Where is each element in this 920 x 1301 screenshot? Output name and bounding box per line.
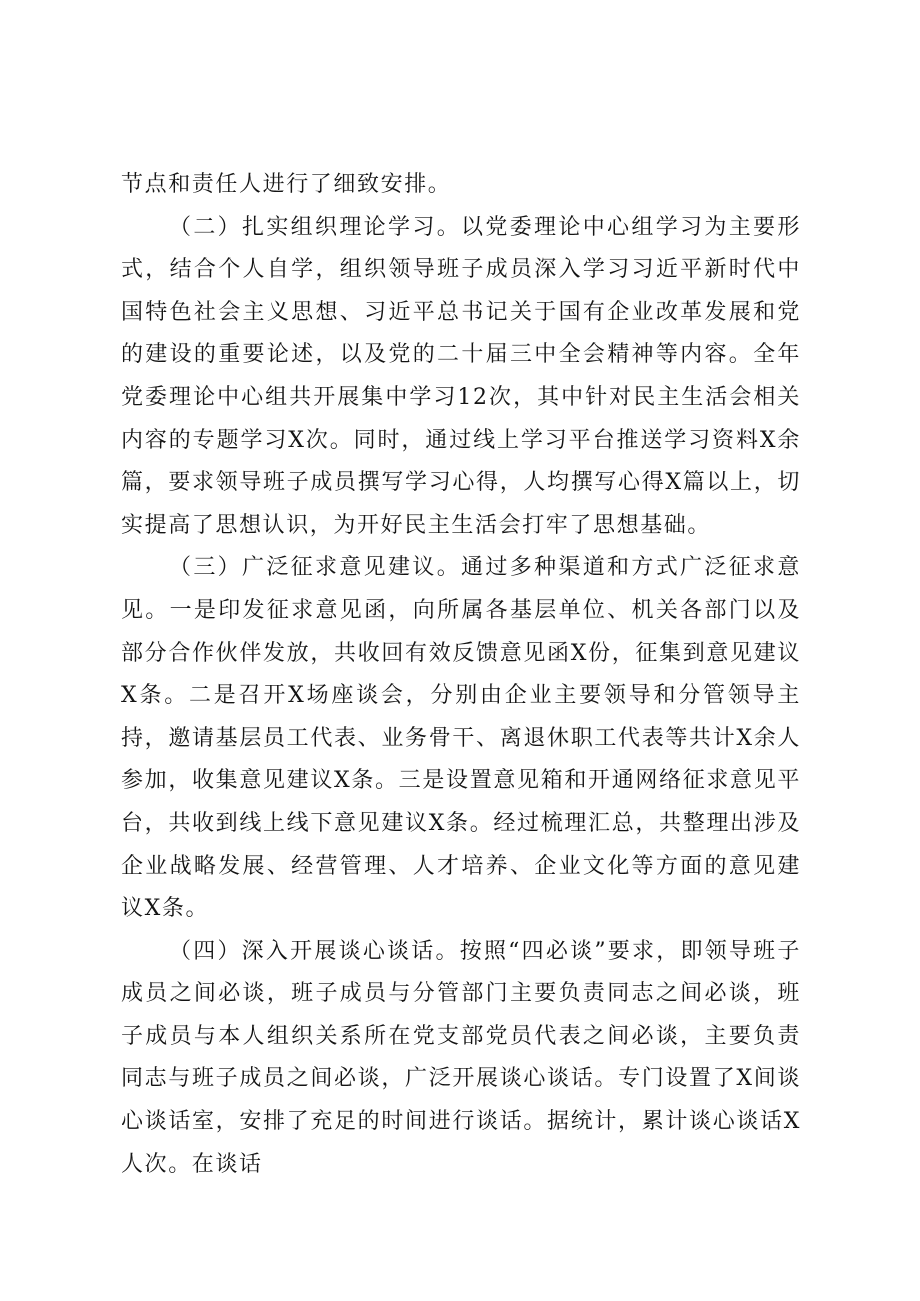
document-body bbox=[121, 164, 801, 1186]
paragraph-continuation: 节点和责任人进行了细致安排。 bbox=[121, 172, 452, 197]
paragraph-theory-study: （二）扎实组织理论学习。以党委理论中心组学习为主要形式，结合个人自学，组织领导班子成员深入学习习近平新时代中国特色社会主义思想、习近平总书记关于国有企业改革发展和党的建设的重要论述，以及党的二十届三中全会精神等内容。全年党委理论中心组共开展集中学习12次，其中针对民主生活会相关内容的专题学习X次。同时，通过线上学习平台推送学习资料X余篇，要求领导班子成员撰写学习心得，人均撰写心得X篇以上，切实提高了思想认识，为开好民主生活会打牢了思想基础。 bbox=[121, 214, 801, 538]
paragraph-solicit-opinions: （三）广泛征求意见建议。通过多种渠道和方式广泛征求意见。一是印发征求意见函，向所属各基层单位、机关各部门以及部分合作伙伴发放，共收回有效反馈意见函X份，征集到意见建议X条。二是召开X场座谈会，分别由企业主要领导和分管领导主持，邀请基层员工代表、业务骨干、离退休职工代表等共计X余人参加，收集意见建议X条。三是设置意见箱和开通网络征求意见平台，共收到线上线下意见建议X条。经过梳理汇总，共整理出涉及企业战略发展、经营管理、人才培养、企业文化等方面的意见建议X条。 bbox=[121, 555, 801, 922]
paragraph-heart-to-heart-talks: （四）深入开展谈心谈话。按照“四必谈”要求，即领导班子成员之间必谈，班子成员与分管部门主要负责同志之间必谈，班子成员与本人组织关系所在党支部党员代表之间必谈，主要负责同志与班子成员之间必谈，广泛开展谈心谈话。专门设置了X间谈心谈话室，安排了充足的时间进行谈话。据统计，累计谈心谈话X人次。在谈话 bbox=[121, 938, 801, 1177]
